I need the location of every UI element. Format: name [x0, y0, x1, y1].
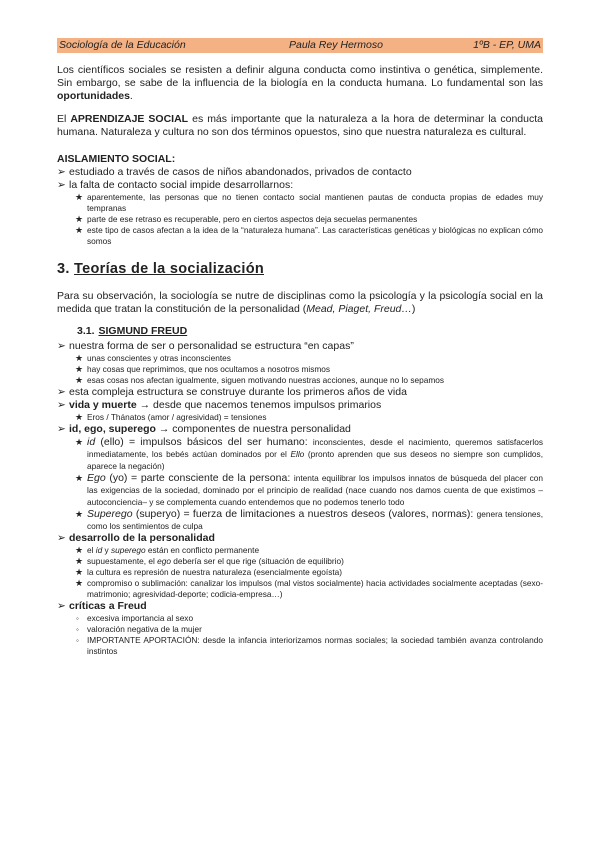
sub-list-item: ★ Ego (yo) = parte consciente de la persona: intenta equilibrar los impulsos innatos de búsqueda del placer con las exigencias de la sociedad, dominado por el principio de realidad (nace cuando nos damos cuenta de que existimos –autoconciencia– y se complementa cuando entendemos que no podemos tenerlo todo [75, 472, 543, 507]
intro-paragraph-1: Los científicos sociales se resisten a definir alguna conducta como instintiva o genética, simplemente. Sin embargo, se sabe de la influencia de la biología en la conducta humana. Lo fundamental son las oportunidades. [57, 64, 543, 102]
sub-list-item: ★ id (ello) = impulsos básicos del ser humano: inconscientes, desde el nacimiento, queremos satisfacerlos inmediatamente, los bebés actúan dominados por el Ello (pronto aprenden que sus deseos no siempre son cumplidos, aparece la negación) [75, 436, 543, 471]
star-bullet-icon: ★ [75, 437, 84, 447]
star-bullet-icon: ★ [75, 509, 84, 519]
arrow-bullet-icon: ➢ [57, 532, 66, 544]
sub-list-item: ★ Superego (superyo) = fuerza de limitaciones a nuestros deseos (valores, normas): genera tensiones, como los sentimientos de culpa [75, 508, 543, 531]
list-item: ➢ vida y muerte → desde que nacemos tenemos impulsos primarios [57, 399, 382, 411]
header-author: Paula Rey Hermoso [289, 39, 383, 51]
arrow-bullet-icon: ➢ [57, 423, 66, 435]
sub-list-item: ★ hay cosas que reprimimos, que nos ocultamos a nosotros mismos [75, 364, 331, 374]
section-intro: Para su observación, la sociología se nutre de disciplinas como la psicología y la psicología social en la medida que tratan la constitución de la personalidad (Mead, Piaget, Freud…) [57, 290, 543, 315]
arrow-bullet-icon: ➢ [57, 600, 66, 612]
page-header [57, 38, 543, 53]
sub-list-item: ◦ excesiva importancia al sexo [76, 613, 194, 623]
sub-list-item: ★ aparentemente, las personas que no tienen contacto social mantienen pautas de conducta propias de edades muy tempranas [75, 192, 543, 213]
circle-bullet-icon: ◦ [76, 636, 79, 645]
list-item: ➢ la falta de contacto social impide desarrollarnos: [57, 179, 294, 191]
star-bullet-icon: ★ [75, 545, 84, 555]
circle-bullet-icon: ◦ [76, 625, 79, 634]
sub-list-item: ★ unas conscientes y otras inconscientes [75, 353, 231, 363]
arrow-bullet-icon: ➢ [57, 166, 66, 178]
star-bullet-icon: ★ [75, 412, 84, 422]
star-bullet-icon: ★ [75, 578, 84, 588]
section-heading: 3. Teorías de la socialización [57, 261, 265, 277]
sub-list-item: ★ supuestamente, el ego debería ser el que rige (situación de equilibrio) [75, 556, 344, 566]
aislamiento-heading: AISLAMIENTO SOCIAL: [57, 153, 176, 165]
sub-list-item: ★ esas cosas nos afectan igualmente, siguen motivando nuestras acciones, aunque no lo sepamos [75, 375, 444, 385]
sub-list-item: ★ Eros / Thánatos (amor / agresividad) = tensiones [75, 412, 267, 422]
arrow-bullet-icon: ➢ [57, 399, 66, 411]
star-bullet-icon: ★ [75, 556, 84, 566]
star-bullet-icon: ★ [75, 567, 84, 577]
list-item: ➢ esta compleja estructura se construye durante los primeros años de vida [57, 386, 407, 398]
list-item: ➢ nuestra forma de ser o personalidad se estructura “en capas” [57, 340, 354, 352]
sub-list-item: ★ compromiso o sublimación: canalizar los impulsos (mal vistos socialmente) hacia actividades socialmente aceptadas (sexo-matrimonio; agresividad-deporte; codicia-empresa…) [75, 578, 543, 599]
sub-list-item: ★ este tipo de casos afectan a la idea de la “naturaleza humana”. Las características genéticas y biológicas no explican cómo somos [75, 225, 543, 246]
sub-list-item: ★ parte de ese retraso es recuperable, pero en ciertos aspectos deja secuelas permanentes [75, 214, 418, 224]
sub-list-item: ◦ valoración negativa de la mujer [76, 624, 202, 634]
star-bullet-icon: ★ [75, 353, 84, 363]
arrow-bullet-icon: ➢ [57, 179, 66, 191]
sub-list-item: ◦ IMPORTANTE APORTACIÓN: desde la infancia interiorizamos normas sociales; la sociedad también avanza controlando instintos [76, 635, 543, 656]
star-bullet-icon: ★ [75, 473, 84, 483]
sub-list-item: ★ el id y superego están en conflicto permanente [75, 545, 260, 555]
page-content [57, 64, 543, 657]
list-item: ➢ estudiado a través de casos de niños abandonados, privados de contacto [57, 166, 412, 178]
list-item: ➢ críticas a Freud [57, 600, 147, 612]
star-bullet-icon: ★ [75, 375, 84, 385]
list-item: ➢ desarrollo de la personalidad [57, 532, 215, 544]
subsection-heading: 3.1. SIGMUND FREUD [77, 325, 188, 337]
star-bullet-icon: ★ [75, 192, 84, 202]
header-group: 1ºB - EP, UMA [473, 39, 541, 51]
circle-bullet-icon: ◦ [76, 614, 79, 623]
sub-list-item: ★ la cultura es represión de nuestra naturaleza (esencialmente egoísta) [75, 567, 343, 577]
header-course: Sociología de la Educación [59, 39, 186, 51]
arrow-bullet-icon: ➢ [57, 340, 66, 352]
star-bullet-icon: ★ [75, 214, 84, 224]
list-item: ➢ id, ego, superego → componentes de nuestra personalidad [57, 423, 351, 435]
arrow-bullet-icon: ➢ [57, 386, 66, 398]
star-bullet-icon: ★ [75, 364, 84, 374]
intro-paragraph-2: El APRENDIZAJE SOCIAL es más importante que la naturaleza a la hora de determinar la conducta humana. Naturaleza y cultura no son dos términos opuestos, sino que nuestra naturaleza es cultural. [57, 113, 543, 138]
star-bullet-icon: ★ [75, 225, 84, 235]
